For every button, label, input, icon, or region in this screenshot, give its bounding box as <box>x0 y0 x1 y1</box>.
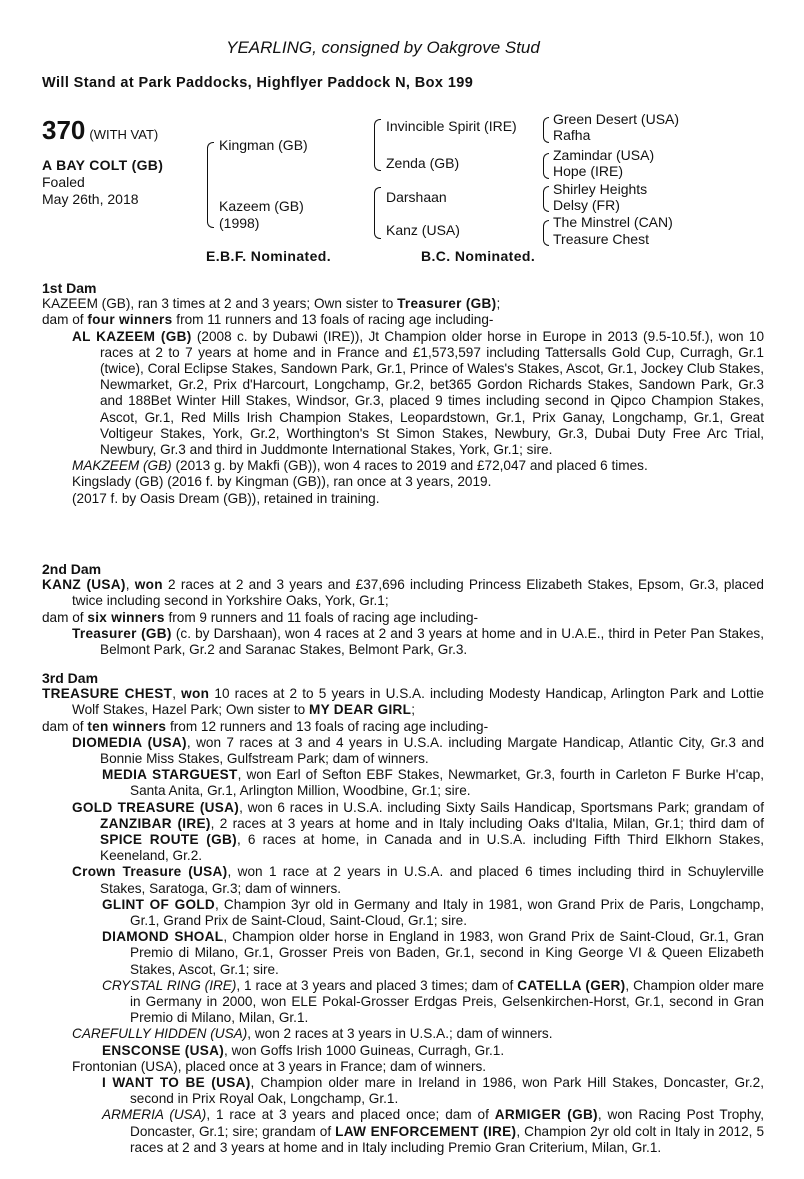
text: , <box>172 686 182 702</box>
entry-carefully-hidden <box>42 1026 764 1042</box>
entry-i-want-to-be <box>42 1075 764 1107</box>
stand-location: Will Stand at Park Paddocks, Highflyer Paddock N, Box 199 <box>42 75 474 91</box>
lot-vat: (WITH VAT) <box>89 127 159 142</box>
first-dam-intro <box>42 296 764 312</box>
pedigree-dam: Kazeem (GB) <box>219 198 304 214</box>
text: (2008 c. by Dubawi (IRE)), Jt Champion older horse in Europe in 2013 (9.5-10.5f.), won 10 races at 2 to 7 years at home and in France and £1,573,597 including Tattersalls Gold Cup, Curragh, Gr.1 (twice), Coral Eclipse Stakes, Sandown Park, Gr.1, Prince of Wales's Stakes, Ascot, Gr.1, Jockey Club Stakes, Newmarket, Gr.2, Prix d'Harcourt, Longchamp, Gr.2, bet365 Gordon Richards Stakes, Sandown Park, Gr.3 and 188Bet Winter Hill Stakes, Windsor, Gr.3, placed 9 times including second in Qipco Champion Stakes, Ascot, Gr.1, Red Mills Irish Champion Stakes, Leopardstown, Gr.1, Prix Ganay, Longchamp, Gr.1, Great Voltigeur Stakes, York, Gr.2, Worthington's St Simon Stakes, Newbury, Gr.3, Dubai Duty Free Arc Trial, Newbury, Gr.3 and third in Juddmonte International Stakes, York, Gr.1; sire. <box>100 328 765 458</box>
horse-name: MAKZEEM (GB) <box>72 458 172 474</box>
consignment-line: YEARLING, consigned by Oakgrove Stud <box>226 38 540 57</box>
horse-name: TREASURE CHEST <box>42 686 173 702</box>
horse-name: Crown Treasure (USA) <box>72 864 228 880</box>
brace-gen3-b <box>543 153 549 179</box>
text: 10 races at 2 to 5 years in U.S.A. including Modesty Handicap, Arlington Park and Lottie Wolf Stakes, Hazel Park; Own sister to <box>72 686 764 718</box>
third-dam-intro <box>42 686 764 718</box>
text: dam of <box>42 312 88 328</box>
horse-name: KANZ (USA) <box>42 577 126 593</box>
text: , won 7 races at 3 and 4 years in U.S.A. including Margate Handicap, Atlantic City, Gr.3 and Bonnie Miss Stakes, Gulfstream Park; dam of winners. <box>100 734 764 767</box>
entry-kingslady <box>42 474 764 490</box>
horse-name: ARMIGER (GB) <box>494 1107 598 1123</box>
pedigree-dd-sire: The Minstrel (CAN) <box>553 214 673 230</box>
text: , won Racing Post Trophy, Doncaster, Gr.1; sire; grandam of <box>130 1107 764 1139</box>
text: , Champion older mare in Ireland in 1986, won Park Hill Stakes, Doncaster, Gr.2, second in Prix Royal Oak, Longchamp, Gr.1. <box>130 1075 765 1107</box>
text: , 2 races at 3 years at home and in Italy including Oaks d'Italia, Milan, Gr.1; third dam of <box>210 815 764 831</box>
brace-gen3-a <box>543 117 549 143</box>
third-dam-heading: 3rd Dam <box>42 670 99 686</box>
pedigree-sd-dam: Hope (IRE) <box>553 163 624 179</box>
emphasis: six winners <box>87 609 165 625</box>
text: (2017 f. by Oasis Dream (GB)), retained in training. <box>72 490 380 506</box>
text: dam of <box>42 609 88 625</box>
text: , won 1 race at 2 years in U.S.A. and placed 6 times including third in Schuylerville Stakes, Saratoga, Gr.3; dam of winners. <box>100 864 764 896</box>
second-dam-heading: 2nd Dam <box>42 561 102 577</box>
text: , Champion 3yr old in Germany and Italy in 1981, won Grand Prix de Paris, Longchamp, Gr.1, Grand Prix de Saint-Cloud, Saint-Cloud, Gr.1; sire. <box>130 896 765 929</box>
text: , 6 races at home, in Canada and in U.S.A. including Fifth Third Elkhorn Stakes, Keeneland, Gr.2. <box>100 832 765 864</box>
pedigree-dd-dam: Treasure Chest <box>553 231 649 247</box>
horse-name: Treasurer (GB) <box>72 625 172 641</box>
horse-name: DIAMOND SHOAL <box>102 929 224 945</box>
horse-name: DIOMEDIA (USA) <box>72 734 187 750</box>
brace-gen3-c <box>543 186 549 212</box>
text: ; <box>496 296 501 312</box>
entry-diamond-shoal <box>42 929 764 978</box>
lot-number <box>42 115 158 146</box>
horse-name: GLINT OF GOLD <box>102 896 216 912</box>
entry-gold-treasure <box>42 800 764 865</box>
text: , Champion 2yr old colt in Italy in 2012, 5 races at 2 and 3 years at home and in Italy including Premio Gran Criterium, Milan, Gr.1. <box>130 1123 765 1155</box>
brace-gen3-d <box>543 220 549 246</box>
entry-al-kazeem <box>42 329 764 459</box>
text: (2013 g. by Makfi (GB)), won 4 races to 2019 and £72,047 and placed 6 times. <box>171 458 648 474</box>
horse-name: Treasurer (GB) <box>397 296 497 312</box>
text: , 1 race at 3 years and placed once; dam of <box>206 1107 495 1123</box>
pedigree-dam-sire: Darshaan <box>386 189 447 205</box>
text: ; <box>411 702 416 718</box>
third-dam-section <box>42 670 764 1156</box>
second-dam-produce <box>42 610 764 626</box>
entry-frontonian <box>42 1059 764 1075</box>
pedigree-dam-year: (1998) <box>219 215 260 231</box>
text: , won 2 races at 3 years in U.S.A.; dam of winners. <box>247 1026 553 1042</box>
pedigree-ds-dam: Delsy (FR) <box>553 197 620 213</box>
text: , 1 race at 3 years and placed 3 times; dam of <box>236 977 518 993</box>
horse-name: LAW ENFORCEMENT (IRE) <box>335 1123 517 1139</box>
text: from 9 runners and 11 foals of racing age including- <box>164 609 479 625</box>
horse-name: CAREFULLY HIDDEN (USA) <box>72 1026 248 1042</box>
emphasis: won <box>181 686 210 702</box>
second-dam-section <box>42 561 764 658</box>
pedigree-sire-sire: Invincible Spirit (IRE) <box>386 118 517 134</box>
entry-media-starguest <box>42 767 764 799</box>
text: (c. by Darshaan), won 4 races at 2 and 3 years at home and in U.A.E., third in Peter Pan Stakes, Belmont Park, Gr.2 and Saranac Stakes, Belmont Park, Gr.3. <box>100 625 764 658</box>
text: Kingslady (GB) (2016 f. by Kingman (GB)), ran once at 3 years, 2019. <box>72 474 492 490</box>
first-dam-section <box>42 280 764 507</box>
brace-gen1 <box>207 142 214 228</box>
text: from 12 runners and 13 foals of racing age including- <box>166 718 489 734</box>
text: , Champion older horse in England in 1983, won Grand Prix de Saint-Cloud, Gr.1, Gran Premio di Milano, Gr.1, Grosser Preis von Baden, Gr.1, second in King George VI & Queen Elizabeth Stakes, Ascot, Gr.1; sire. <box>130 929 764 977</box>
lot-number-value: 370 <box>42 115 86 145</box>
horse-name: CATELLA (GER) <box>517 977 626 993</box>
pedigree-dam-dam: Kanz (USA) <box>386 222 460 238</box>
text: 2 races at 2 and 3 years and £37,696 including Princess Elizabeth Stakes, Epsom, Gr.3, placed twice including second in Yorkshire Oaks, York, Gr.1; <box>72 577 764 609</box>
text: , Champion older mare in Germany in 2000, won ELE Pokal-Grosser Erdgas Preis, Gelsenkirchen-Horst, Gr.1, second in Gran Premio di Milano, Milan, Gr.1. <box>130 977 764 1026</box>
foaled-date: May 26th, 2018 <box>42 191 139 207</box>
horse-name: MY DEAR GIRL <box>308 702 412 718</box>
foaled-label: Foaled <box>42 174 85 190</box>
horse-name: ARMERIA (USA) <box>102 1107 207 1123</box>
emphasis: ten winners <box>87 718 167 734</box>
text: , <box>125 577 135 593</box>
entry-makzeem <box>42 458 764 474</box>
brace-gen2-top <box>374 119 381 171</box>
entry-diomedia <box>42 735 764 767</box>
emphasis: won <box>134 577 163 593</box>
text: KAZEEM (GB), ran 3 times at 2 and 3 years; Own sister to <box>42 296 398 312</box>
text: from 11 runners and 13 foals of racing age including- <box>172 312 494 328</box>
horse-name: I WANT TO BE (USA) <box>102 1075 251 1091</box>
second-dam-intro <box>42 577 764 609</box>
pedigree-ss-sire: Green Desert (USA) <box>553 111 680 127</box>
horse-name: SPICE ROUTE (GB) <box>100 832 237 848</box>
entry-crown-treasure <box>42 864 764 896</box>
horse-name: ENSCONSE (USA) <box>102 1042 225 1058</box>
third-dam-produce <box>42 719 764 735</box>
horse-name: MEDIA STARGUEST <box>102 767 238 783</box>
entry-treasurer <box>42 626 764 658</box>
text: , won Goffs Irish 1000 Guineas, Curragh, Gr.1. <box>224 1042 505 1058</box>
emphasis: four winners <box>87 312 173 328</box>
lot-description: A BAY COLT (GB) <box>42 157 164 173</box>
brace-gen2-bottom <box>374 187 381 239</box>
text: , won Earl of Sefton EBF Stakes, Newmarket, Gr.3, fourth in Carleton F Burke H'cap, Santa Anita, Gr.1, Arlington Million, Woodbine, Gr.1; sire. <box>130 767 764 799</box>
text: Frontonian (USA), placed once at 3 years in France; dam of winners. <box>72 1058 487 1074</box>
bc-nominated: B.C. Nominated. <box>421 248 536 264</box>
first-dam-heading: 1st Dam <box>42 280 97 296</box>
pedigree-sire: Kingman (GB) <box>219 137 308 153</box>
horse-name: GOLD TREASURE (USA) <box>72 799 240 815</box>
entry-oasis-dream-filly <box>42 491 764 507</box>
text: , won 6 races in U.S.A. including Sixty Sails Handicap, Sportsmans Park; grandam of <box>239 799 764 815</box>
pedigree-sd-sire: Zamindar (USA) <box>553 147 655 163</box>
entry-glint-of-gold <box>42 897 764 929</box>
first-dam-produce <box>42 312 764 328</box>
pedigree-ss-dam: Rafha <box>553 127 591 143</box>
entry-armeria <box>42 1107 764 1156</box>
entry-ensconse <box>42 1043 764 1059</box>
pedigree-sire-dam: Zenda (GB) <box>386 155 460 171</box>
entry-crystal-ring <box>42 978 764 1027</box>
ebf-nominated: E.B.F. Nominated. <box>206 248 332 264</box>
text: dam of <box>42 718 88 734</box>
pedigree-ds-sire: Shirley Heights <box>553 181 648 197</box>
horse-name: AL KAZEEM (GB) <box>72 328 192 344</box>
horse-name: CRYSTAL RING (IRE) <box>102 977 237 993</box>
horse-name: ZANZIBAR (IRE) <box>100 815 211 831</box>
